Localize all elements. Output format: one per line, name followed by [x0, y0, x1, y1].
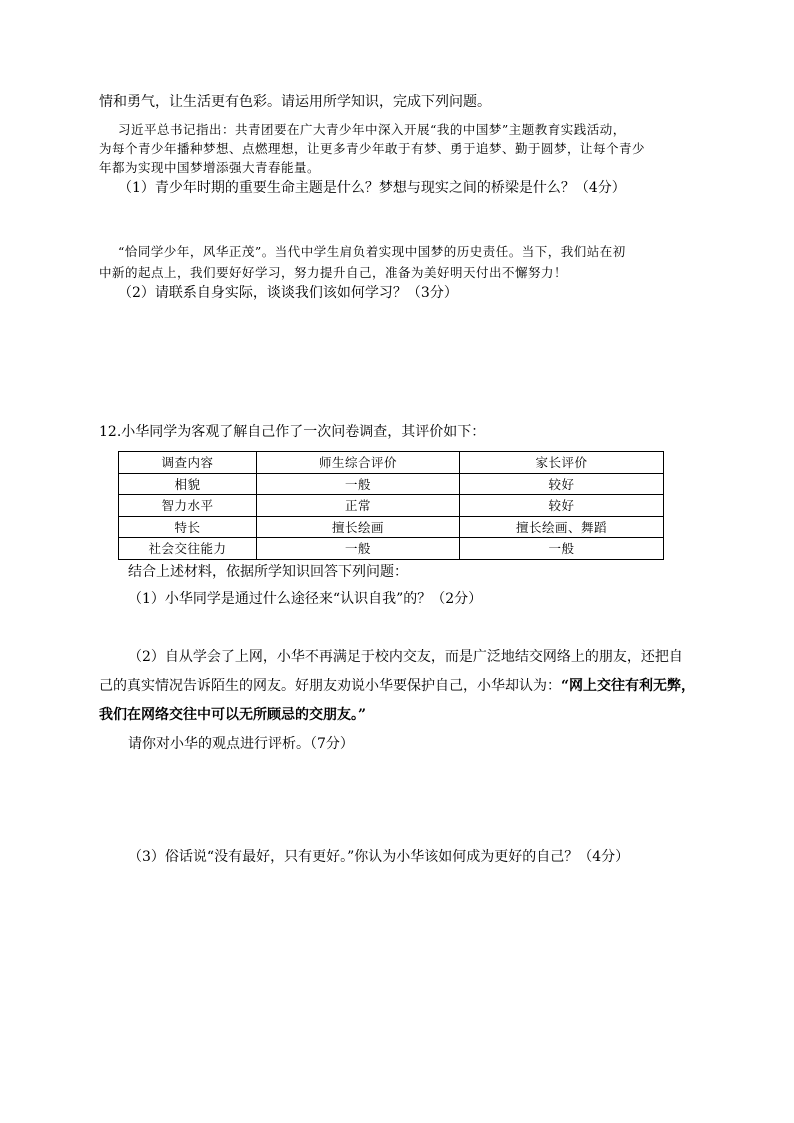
- question-12-2-task: 请你对小华的观点进行评析。（7分）: [128, 736, 354, 752]
- table-row: [119, 538, 664, 560]
- question-12-3: （3）俗话说“没有最好，只有更好。”你认为小华该如何成为更好的自己？（4分）: [128, 849, 630, 865]
- question-11-2: （2）请联系自身实际，谈谈我们该如何学习？（3分）: [118, 285, 458, 301]
- table-cell: 社会交往能力: [119, 538, 257, 560]
- quote-2-line-1: “恰同学少年，风华正茂”。当代中学生肩负着实现中国梦的历史责任。当下，我们站在初: [118, 244, 626, 259]
- question-12-2-line-2: [99, 677, 695, 695]
- table-cell: 一般: [257, 538, 460, 560]
- table-cell: 一般: [460, 538, 664, 560]
- table-row: [119, 495, 664, 517]
- quote-1-line-1: 习近平总书记指出：共青团要在广大青少年中深入开展“我的中国梦”主题教育实践活动，: [118, 122, 626, 137]
- quote-1-line-2: 为每个青少年播种梦想、点燃理想，让更多青少年敢于有梦、勇于追梦、勤于圆梦，让每个青少: [99, 141, 646, 156]
- question-12-2-line-3: 我们在网络交往中可以无所顾忌的交朋友。”: [99, 707, 367, 723]
- question-11-1: （1）青少年时期的重要生命主题是什么？梦想与现实之间的桥梁是什么？（4分）: [118, 180, 626, 196]
- table-cell: 擅长绘画: [257, 516, 460, 538]
- intro-line: 情和勇气，让生活更有色彩。请运用所学知识，完成下列问题。: [99, 94, 491, 110]
- table-cell: 擅长绘画、舞蹈: [460, 516, 664, 538]
- table-header-row: [119, 452, 664, 474]
- after-table-instruction: 结合上述材料，依据所学知识回答下列问题：: [128, 564, 408, 580]
- table-header-cell: 调查内容: [119, 452, 257, 474]
- table-cell: 特长: [119, 516, 257, 538]
- quote-1-line-3: 年都为实现中国梦增添强大青春能量。: [99, 160, 321, 175]
- question-12-2-line-1: （2）自从学会了上网，小华不再满足于校内交友，而是广泛地结交网络上的朋友，还把自: [128, 649, 683, 665]
- table-cell: 智力水平: [119, 495, 257, 517]
- table-row: [119, 473, 664, 495]
- table-cell: 一般: [257, 473, 460, 495]
- survey-table: [118, 451, 664, 560]
- table-cell: 较好: [460, 495, 664, 517]
- table-header-cell: 家长评价: [460, 452, 664, 474]
- table-cell: 相貌: [119, 473, 257, 495]
- quote-2-line-2: 中新的起点上，我们要好好学习，努力提升自己，准备为美好明天付出不懈努力！: [99, 265, 568, 280]
- table-row: [119, 516, 664, 538]
- table-header-cell: 师生综合评价: [257, 452, 460, 474]
- question-12-title: 12.小华同学为客观了解自己作了一次问卷调查，其评价如下：: [99, 424, 486, 440]
- table-cell: 正常: [257, 495, 460, 517]
- xiaohua-opinion-quote: “网上交往有利无弊，: [561, 678, 696, 694]
- question-12-2-text: 己的真实情况告诉陌生的网友。好朋友劝说小华要保护自己，小华却认为：: [99, 678, 561, 694]
- question-12-1: （1）小华同学是通过什么途径来“认识自我”的？（2分）: [128, 591, 483, 607]
- table-cell: 较好: [460, 473, 664, 495]
